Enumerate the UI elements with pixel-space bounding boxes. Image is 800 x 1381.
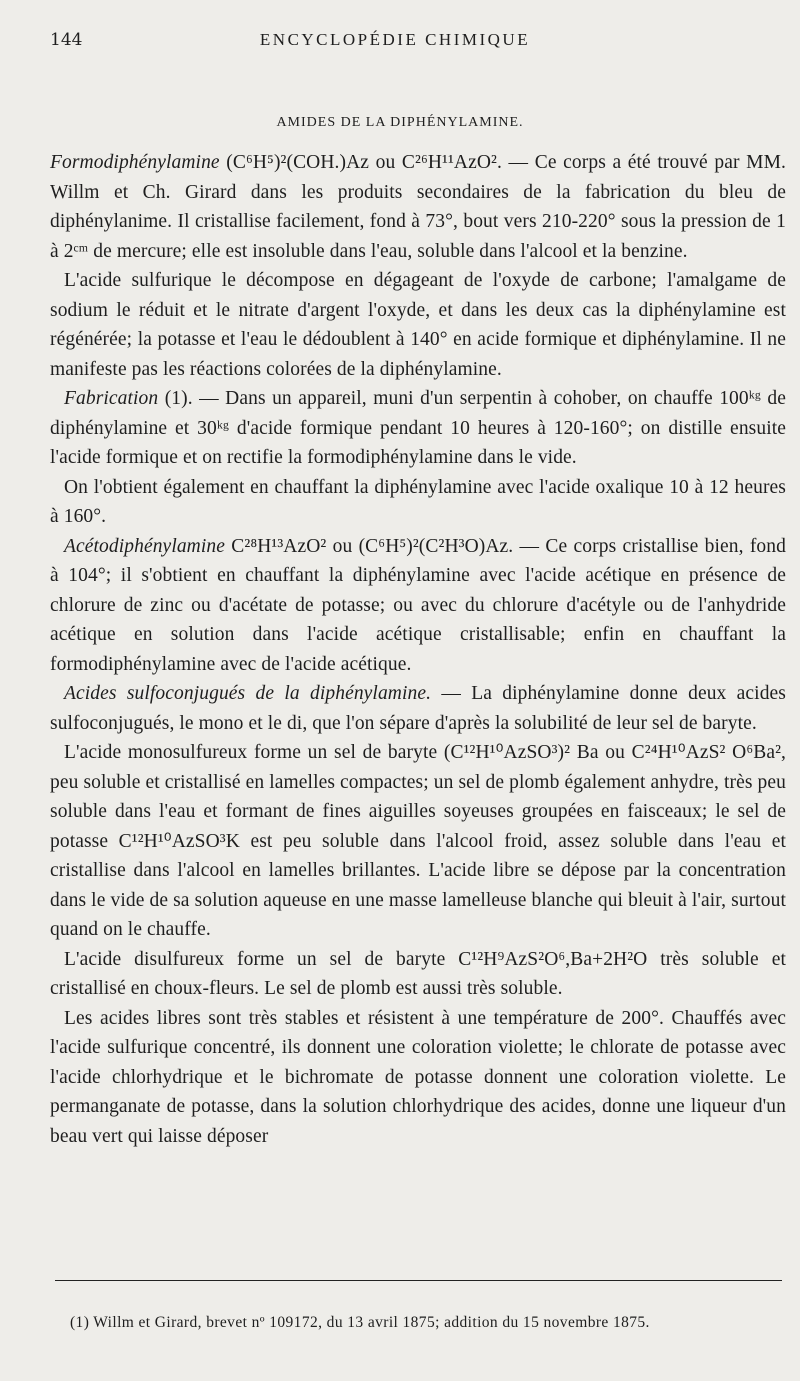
compound-name: Formodiphénylamine (50, 152, 220, 173)
paragraph-monosulfureux: L'acide monosulfureux forme un sel de baryte (C¹²H¹⁰AzSO³)² Ba ou C²⁴H¹⁰AzS² O⁶Ba², peu soluble et cristallisé en lamelles compactes; un sel de plomb également anhydre, très peu soluble dans l'eau et formant de fines aiguilles soyeuses groupées en faisceaux; le sel de potasse C¹²H¹⁰AzSO³K est peu soluble dans l'alcool froid, assez soluble dans l'eau et cristallise dans l'alcool en lamelles brillantes. L'acide libre se dépose par la concentration dans le vide de sa solution aqueuse en une masse lamelleuse blanche qui bleuit à l'air, surtout quand on le chauffe. (50, 742, 786, 940)
section-title: AMIDES DE LA DIPHÉNYLAMINE. (276, 115, 524, 130)
paragraph-text: — Ce corps cristallise bien, fond à 104°; il s'obtient en chauffant la diphénylamine avec l'acide acétique en présence de chlorure de zinc ou d'acétate de potasse; ou avec du chlorure d'acétyle ou de l'anhydride acétique en solution dans l'acide acétique cristallisable; enfin en chauffant la formodiphénylamine avec de l'acide acétique. (50, 535, 786, 675)
paragraph-acides-libres: Les acides libres sont très stables et résistent à une température de 200°. Chauffés avec l'acide sulfurique concentré, ils donnent une coloration violette; le chlorate de potasse avec l'acide chlorhydrique et le bichromate de potasse donnent une coloration violette. Le permanganate de potasse, dans la solution chlorhydrique des acides, donne une liqueur d'un beau vert qui laisse déposer (50, 1007, 786, 1147)
paragraph-disulfureux: L'acide disulfureux forme un sel de baryte C¹²H⁹AzS²O⁶,Ba+2H²O très soluble et cristallisé en choux-fleurs. Le sel de plomb est aussi très soluble. (50, 948, 786, 999)
conjunction: ou (369, 152, 402, 173)
subheading: Fabrication (64, 388, 159, 409)
footnote-rule (55, 1280, 782, 1281)
formula: (C⁶H⁵)²(COH.)Az (226, 152, 370, 173)
compound-name: Acétodiphénylamine (64, 535, 225, 557)
paragraph-obtient: On l'obtient également en chauffant la diphénylamine avec l'acide oxalique 10 à 12 heures à 160°. (50, 476, 786, 527)
running-title: ENCYCLOPÉDIE CHIMIQUE (259, 30, 531, 49)
paragraph-formodiphenylamine (50, 148, 786, 266)
footnote-ref: (1). (158, 388, 193, 409)
paragraph-acides-sulfoconjugues (50, 679, 786, 738)
page-number: 144 (50, 30, 83, 50)
subheading: Acides sulfoconjugués de la diphénylamine. (64, 683, 432, 704)
body-text (50, 148, 786, 1151)
paragraph-fabrication (50, 384, 786, 473)
formula: (C⁶H⁵)²(C²H³O)Az. (358, 535, 514, 557)
paragraph-text: — Ce corps a été trouvé par MM. Willm et Ch. Girard dans les produits secondaires de la fabrication du bleu de diphénylanime. Il cristallise facilement, fond à 73°, bout vers 210-220° sous la pression de 1 à 2ᶜᵐ de mercure; elle est insoluble dans l'eau, soluble dans l'alcool et la benzine. (50, 152, 786, 262)
page-header (50, 30, 780, 60)
paragraph-text: — La diphénylamine donne deux acides sulfoconjugués, le mono et le di, que l'on sépare d'après la solubilité de leur sel de baryte. (50, 683, 786, 734)
formula: C²⁶H¹¹AzO². (401, 152, 502, 173)
formula: C²⁸H¹³AzO² (225, 535, 327, 557)
paragraph-acetodiphenylamine (50, 532, 786, 680)
paragraph-text: — Dans un appareil, muni d'un serpentin à cohober, on chauffe 100ᵏᵍ de diphénylamine et 30ᵏᵍ d'acide formique pendant 10 heures à 120-160°; on distille ensuite l'acide formique et on rectifie la formodiphénylamine dans le vide. (50, 388, 786, 468)
paragraph-acide-sulfurique: L'acide sulfurique le décompose en dégageant de l'oxyde de carbone; l'amalgame de sodium le réduit et le nitrate d'argent l'oxyde, et dans les deux cas la diphénylamine est régénérée; la potasse et l'eau le dédoublent à 140° en acide formique et diphénylamine. Il ne manifeste pas les réactions colorées de la diphénylamine. (50, 270, 786, 380)
conjunction: ou (326, 535, 359, 557)
footnote: (1) Willm et Girard, brevet nº 109172, du 13 avril 1875; addition du 15 novembre 1875. (70, 1314, 650, 1331)
